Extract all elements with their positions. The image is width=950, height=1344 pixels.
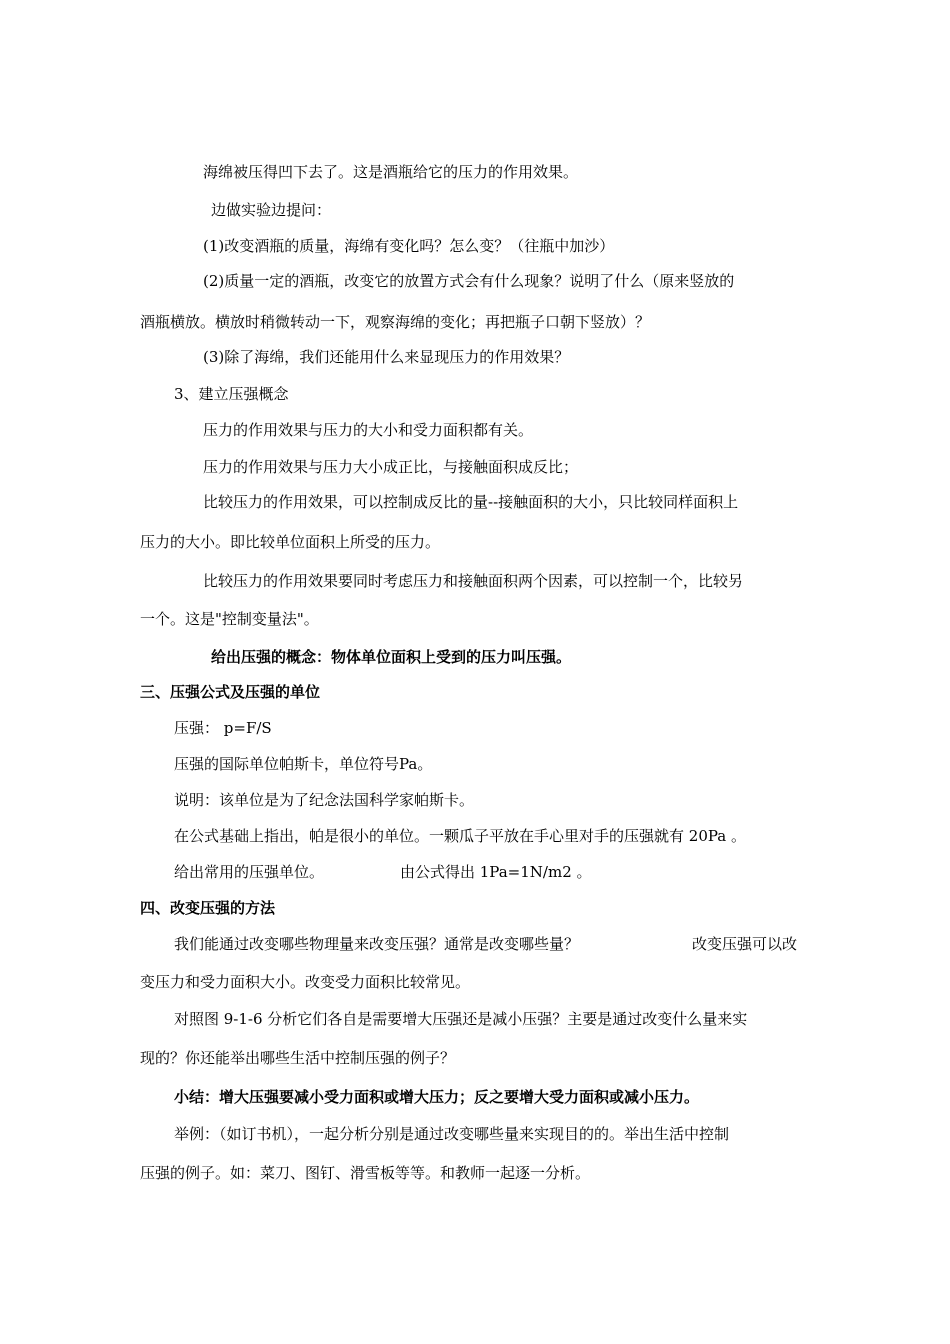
question-3: (3)除了海绵，我们还能用什么来显现压力的作用效果？	[203, 348, 570, 366]
formula-line: 压强： p=F/S	[174, 719, 272, 737]
paragraph-line: 我们能通过改变哪些物理量来改变压强？通常是改变哪些量？	[174, 935, 580, 953]
paragraph-line: 一个。这是"控制变量法"。	[140, 610, 319, 628]
paragraph-line: 说明：该单位是为了纪念法国科学家帕斯卡。	[174, 791, 475, 809]
paragraph-line: 压力的大小。即比较单位面积上所受的压力。	[140, 533, 441, 551]
paragraph-line: 变压力和受力面积大小。改变受力面积比较常见。	[140, 973, 471, 991]
paragraph-line: 比较压力的作用效果，可以控制成反比的量--接触面积的大小，只比较同样面积上	[203, 493, 739, 511]
paragraph-line: 改变压强可以改	[692, 935, 798, 953]
paragraph-line: 由公式得出 1Pa=1N/m2 。	[400, 863, 592, 881]
paragraph-line: 海绵被压得凹下去了。这是酒瓶给它的压力的作用效果。	[203, 163, 579, 181]
paragraph-line: 边做实验边提问：	[211, 201, 332, 219]
section-heading: 四、改变压强的方法	[140, 899, 276, 917]
paragraph-line: 压强的国际单位帕斯卡，单位符号Pa。	[174, 755, 433, 773]
paragraph-line: 压强的例子。如：菜刀、图钉、滑雪板等等。和教师一起逐一分析。	[140, 1164, 591, 1182]
paragraph-line: 压力的作用效果与压力大小成正比，与接触面积成反比；	[203, 458, 579, 476]
section-heading: 三、压强公式及压强的单位	[140, 683, 321, 701]
summary-line: 小结：增大压强要减小受力面积或增大压力；反之要增大受力面积或减小压力。	[174, 1088, 700, 1106]
paragraph-line: 酒瓶横放。横放时稍微转动一下，观察海绵的变化；再把瓶子口朝下竖放）？	[140, 313, 651, 331]
paragraph-line: 现的？你还能举出哪些生活中控制压强的例子？	[140, 1049, 456, 1067]
pressure-definition: 给出压强的概念：物体单位面积上受到的压力叫压强。	[211, 648, 572, 666]
paragraph-line: 在公式基础上指出，帕是很小的单位。一颗瓜子平放在手心里对手的压强就有 20Pa 。	[174, 827, 746, 845]
paragraph-line: 给出常用的压强单位。	[174, 863, 325, 881]
paragraph-line: 压力的作用效果与压力的大小和受力面积都有关。	[203, 421, 534, 439]
subsection-heading: 3、建立压强概念	[174, 385, 289, 403]
paragraph-line: 举例：（如订书机），一起分析分别是通过改变哪些量来实现目的的。举出生活中控制	[174, 1125, 730, 1143]
paragraph-line: 对照图 9-1-6 分析它们各自是需要增大压强还是减小压强？主要是通过改变什么量来实	[174, 1010, 748, 1028]
question-2: (2)质量一定的酒瓶，改变它的放置方式会有什么现象？说明了什么（原来竖放的	[203, 272, 735, 290]
question-1: (1)改变酒瓶的质量，海绵有变化吗？怎么变？（往瓶中加沙）	[203, 237, 615, 255]
paragraph-line: 比较压力的作用效果要同时考虑压力和接触面积两个因素，可以控制一个，比较另	[203, 572, 744, 590]
